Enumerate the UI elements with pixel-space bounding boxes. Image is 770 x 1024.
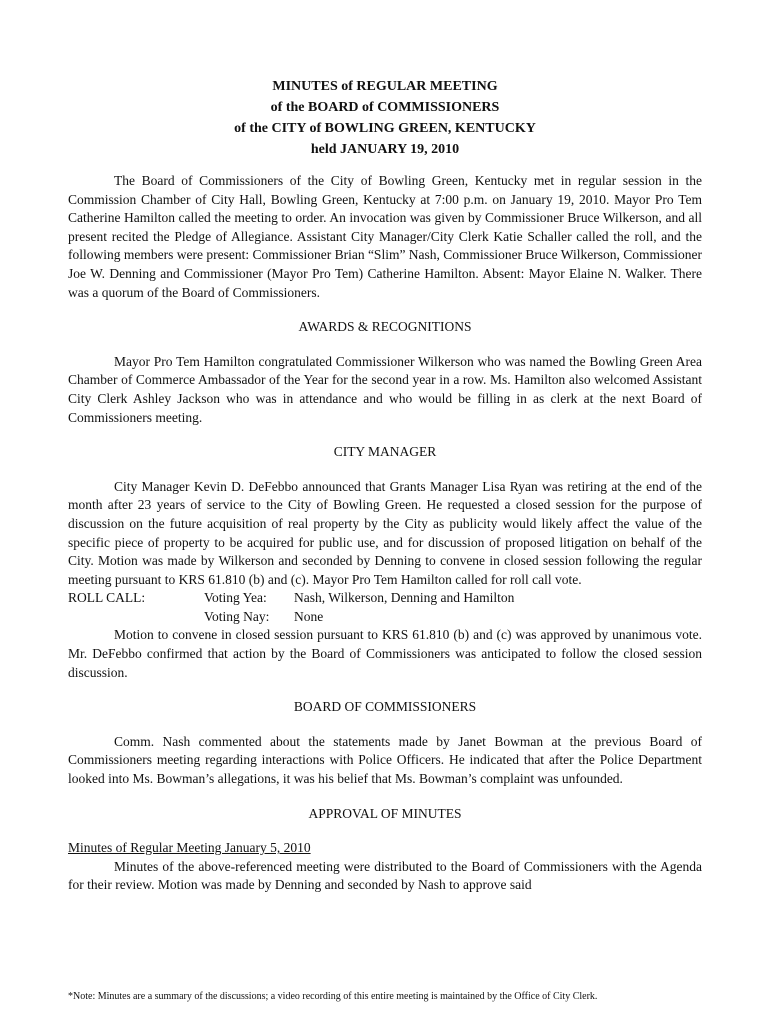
- voting-nay-value: None: [294, 608, 324, 624]
- motion-result-paragraph: Motion to convene in closed session pursuant to KRS 61.810 (b) and (c) was approved by unanimous vote. Mr. DeFebbo confirmed that action by the Board of Commissioners was anticipated to follow the closed session discussion.: [68, 627, 702, 680]
- voting-nay-label: Voting Nay:: [204, 608, 270, 624]
- title-line-2: of the BOARD of COMMISSIONERS: [270, 100, 500, 115]
- footnote: *Note: Minutes are a summary of the discussions; a video recording of this entire meeting is maintained by the Office of City Clerk.: [68, 991, 598, 1002]
- document-title: [68, 76, 702, 160]
- minutes-paragraph: Minutes of the above-referenced meeting were distributed to the Board of Commissioners with the Agenda for their review. Motion was made by Denning and seconded by Nash to approve said: [68, 858, 702, 893]
- section-heading-minutes: APPROVAL OF MINUTES: [308, 805, 462, 821]
- minutes-subheading: Minutes of Regular Meeting January 5, 2010: [68, 840, 311, 856]
- intro-paragraph: The Board of Commissioners of the City of Bowling Green, Kentucky met in regular session in the Commission Chamber of City Hall, Bowling Green, Kentucky at 7:00 p.m. on January 19, 2010. Mayor Pro Tem Catherine Hamilton called the meeting to order. An invocation was given by Commissioner Bruce Wilkerson, and all present recited the Pledge of Allegiance. Assistant City Manager/City Clerk Katie Schaller called the roll, and the following members were present: Commissioner Brian “Slim” Nash, Commissioner Bruce Wilkerson, Commissioner Joe W. Denning and Commissioner (Mayor Pro Tem) Catherine Hamilton. Absent: Mayor Elaine N. Walker. There was a quorum of the Board of Commissioners.: [68, 173, 702, 300]
- section-heading-city-manager: CITY MANAGER: [333, 444, 437, 460]
- section-heading-board: BOARD OF COMMISSIONERS: [293, 699, 477, 715]
- section-heading-awards: AWARDS & RECOGNITIONS: [298, 319, 472, 335]
- title-line-4: held JANUARY 19, 2010: [310, 142, 460, 157]
- roll-call-nay-row: [68, 608, 702, 627]
- minutes-document: [68, 76, 702, 895]
- roll-call-label: ROLL CALL:: [68, 590, 146, 606]
- awards-paragraph: Mayor Pro Tem Hamilton congratulated Commissioner Wilkerson who was named the Bowling Green Area Chamber of Commerce Ambassador of the Year for the second year in a row. Ms. Hamilton also welcomed Assistant City Clerk Ashley Jackson who was in attendance and who would be filling in as clerk at the next Board of Commissioners meeting.: [68, 353, 702, 425]
- city-manager-paragraph: City Manager Kevin D. DeFebbo announced that Grants Manager Lisa Ryan was retiring at the end of the month after 23 years of service to the City of Bowling Green. He requested a closed session for the purpose of discussion on the future acquisition of real property by the City as publicity would likely affect the value of the specific piece of property to be acquired for public use, and for discussion of proposed litigation on behalf of the City. Motion was made by Wilkerson and seconded by Denning to convene in closed session following the regular meeting pursuant to KRS 61.810 (b) and (c). Mayor Pro Tem Hamilton called for roll call vote.: [68, 478, 702, 587]
- title-line-1: MINUTES of REGULAR MEETING: [272, 79, 498, 94]
- voting-yea-value: Nash, Wilkerson, Denning and Hamilton: [294, 590, 515, 606]
- board-paragraph: Comm. Nash commented about the statements made by Janet Bowman at the previous Board of Commissioners meeting regarding interactions with Police Officers. He indicated that after the Police Department looked into Ms. Bowman’s allegations, it was his belief that Ms. Bowman’s complaint was unfounded.: [68, 733, 702, 787]
- title-line-3: of the CITY of BOWLING GREEN, KENTUCKY: [234, 121, 536, 136]
- roll-call-yea-row: [68, 589, 702, 608]
- voting-yea-label: Voting Yea:: [204, 590, 267, 606]
